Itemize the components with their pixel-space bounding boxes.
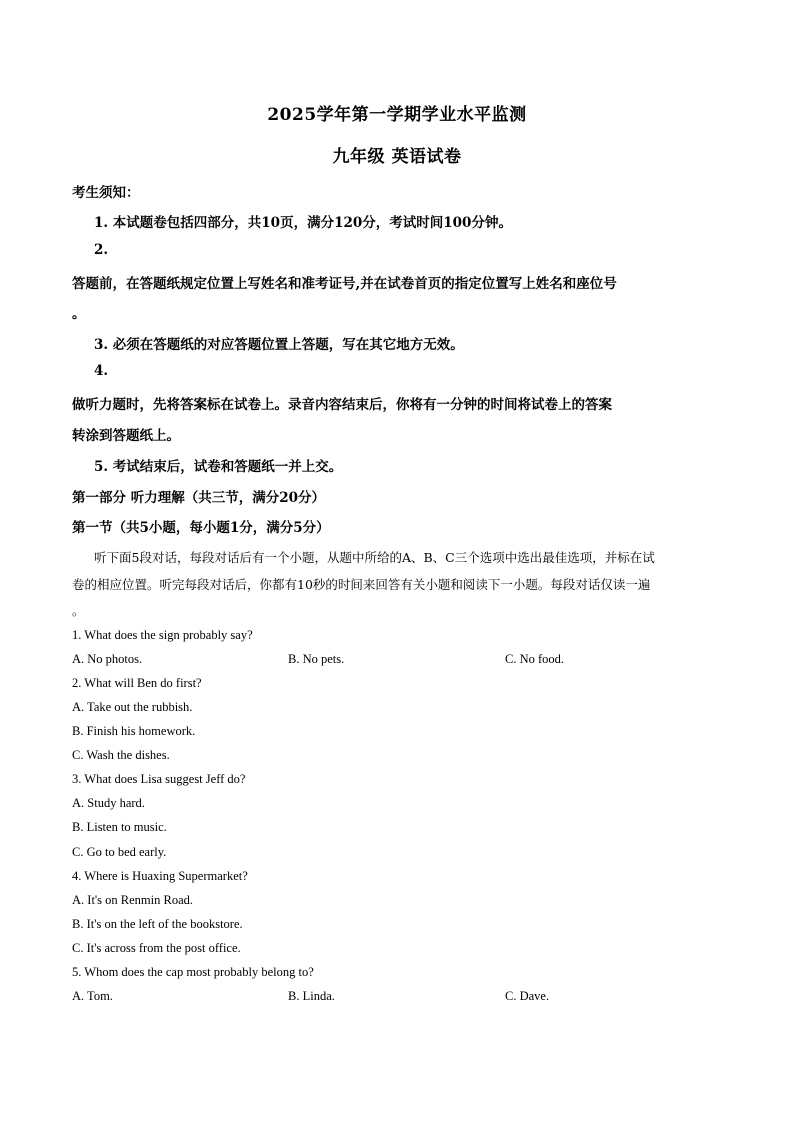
question-5: 5. Whom does the cap most probably belong to? — [72, 965, 314, 979]
question-2-option-b: B. Finish his homework. — [72, 724, 196, 738]
notice-item-2-end: 。 — [72, 306, 86, 322]
option-b: B. No pets. — [288, 652, 345, 666]
instructions-line-2: 卷的相应位置。听完每段对话后，你都有10秒的时间来回答有关小题和阅读下一小题。每段对话仅读一遍 — [72, 577, 651, 592]
question-4-option-b: B. It's on the left of the bookstore. — [72, 917, 243, 931]
question-4-option-a: A. It's on Renmin Road. — [72, 893, 193, 907]
question-2-option-a: A. Take out the rubbish. — [72, 700, 193, 714]
question-1: 1. What does the sign probably say? — [72, 628, 253, 642]
notice-item-3: 3. 必须在答题纸的对应答题位置上答题，写在其它地方无效。 — [94, 337, 464, 353]
notice-item-2-number: 2. — [94, 242, 109, 258]
option-c: C. No food. — [505, 652, 565, 666]
section1-heading: 第一节（共5小题，每小题1分，满分5分） — [72, 520, 330, 536]
notice-item-2-text: 答题前，在答题纸规定位置上写姓名和准考证号,并在试卷首页的指定位置写上姓名和座位号 — [72, 276, 617, 292]
notice-item-4-text: 做听力题时，先将答案标在试卷上。录音内容结束后，你将有一分钟的时间将试卷上的答案 — [72, 397, 612, 413]
question-2-option-c: C. Wash the dishes. — [72, 748, 170, 762]
option-c: C. Dave. — [505, 989, 550, 1003]
option-b: B. Linda. — [288, 989, 335, 1003]
exam-subtitle: 九年级 英语试卷 — [332, 147, 462, 167]
question-3-option-a: A. Study hard. — [72, 796, 145, 810]
question-3-option-c: C. Go to bed early. — [72, 845, 167, 859]
instructions-line-3: 。 — [72, 603, 85, 618]
question-3: 3. What does Lisa suggest Jeff do? — [72, 772, 246, 786]
notice-item-4-number: 4. — [94, 363, 109, 379]
notice-item-4-end: 转涂到答题纸上。 — [72, 428, 180, 444]
instructions-line-1: 听下面5段对话，每段对话后有一个小题，从题中所给的A、B、C三个选项中选出最佳选项，并标在试 — [94, 550, 655, 565]
part1-heading: 第一部分 听力理解（共三节，满分20分） — [72, 490, 325, 506]
exam-title: 2025学年第一学期学业水平监测 — [267, 105, 527, 125]
question-3-option-b: B. Listen to music. — [72, 820, 167, 834]
option-a: A. Tom. — [72, 989, 113, 1003]
notice-item-5: 5. 考试结束后，试卷和答题纸一并上交。 — [94, 459, 343, 475]
question-2: 2. What will Ben do first? — [72, 676, 202, 690]
question-4: 4. Where is Huaxing Supermarket? — [72, 869, 248, 883]
option-a: A. No photos. — [72, 652, 143, 666]
question-4-option-c: C. It's across from the post office. — [72, 941, 241, 955]
notice-item-1: 1. 本试题卷包括四部分，共10页，满分120分，考试时间100分钟。 — [94, 215, 512, 231]
notice-heading: 考生须知： — [72, 185, 140, 201]
